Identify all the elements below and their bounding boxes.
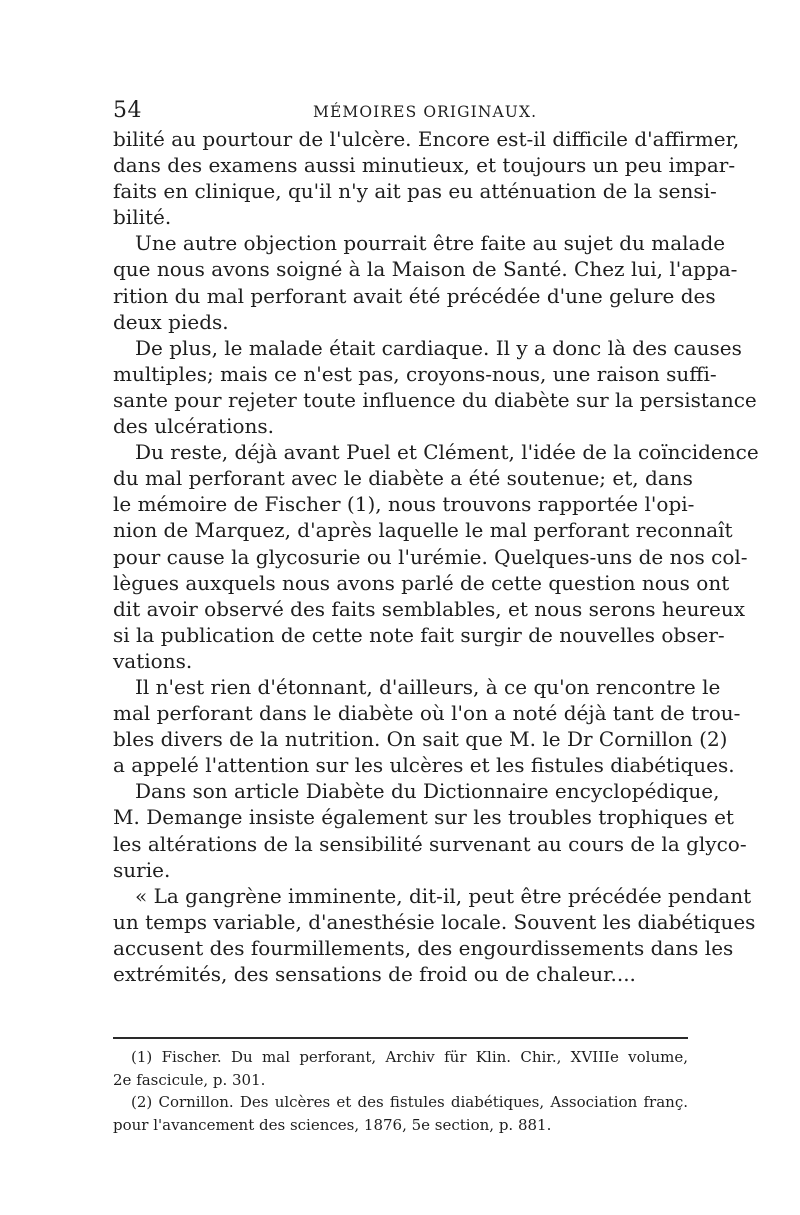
text-line: si la publication de cette note fait surgir de nouvelles obser-: [113, 622, 725, 647]
footnote-line: (1) Fischer. Du mal perforant, Archiv für Klin. Chir., XVIIIe volume,: [131, 1048, 688, 1066]
text-line: dit avoir observé des faits semblables, et nous serons heureux: [113, 596, 746, 621]
body-text: [113, 126, 759, 987]
footnote-divider: [113, 1037, 688, 1039]
text-line: a appelé l'attention sur les ulcères et les fistules diabétiques.: [113, 753, 735, 778]
text-line: pour cause la glycosurie ou l'urémie. Quelques-uns de nos col-: [113, 544, 748, 569]
text-line: sante pour rejeter toute influence du diabète sur la persistance: [113, 387, 757, 412]
text-line: multiples; mais ce n'est pas, croyons-nous, une raison suffi-: [113, 361, 717, 386]
text-line: les altérations de la sensibilité survenant au cours de la glyco-: [113, 831, 747, 856]
text-line: M. Demange insiste également sur les troubles trophiques et: [113, 805, 734, 830]
text-line: du mal perforant avec le diabète a été soutenue; et, dans: [113, 466, 693, 491]
text-line: extrémités, des sensations de froid ou de chaleur....: [113, 962, 636, 986]
text-line: bilité.: [113, 205, 172, 230]
text-line: bilité au pourtour de l'ulcère. Encore est-il difficile d'affirmer,: [113, 127, 740, 151]
text-line: Du reste, déjà avant Puel et Clément, l'idée de la coïncidence: [135, 440, 759, 465]
text-line: faits en clinique, qu'il n'y ait pas eu atténuation de la sensi-: [113, 179, 717, 204]
text-line: lègues auxquels nous avons parlé de cette question nous ont: [113, 570, 730, 595]
text-line: rition du mal perforant avait été précédée d'une gelure des: [113, 283, 716, 308]
text-line: mal perforant dans le diabète où l'on a noté déjà tant de trou-: [113, 701, 741, 726]
text-line: Il n'est rien d'étonnant, d'ailleurs, à ce qu'on rencontre le: [135, 674, 721, 699]
page-header: [113, 98, 687, 126]
text-line: dans des examens aussi minutieux, et toujours un peu impar-: [113, 153, 736, 178]
text-line: bles divers de la nutrition. On sait que M. le Dr Cornillon (2): [113, 727, 728, 752]
text-line: De plus, le malade était cardiaque. Il y a donc là des causes: [135, 335, 742, 360]
footnote-line: 2e fascicule, p. 301.: [113, 1070, 266, 1089]
running-title: MÉMOIRES ORIGINAUX.: [313, 103, 538, 121]
text-line: vations.: [113, 648, 193, 673]
text-line: surie.: [113, 857, 171, 882]
text-line: deux pieds.: [113, 309, 229, 334]
text-line: « La gangrène imminente, dit-il, peut être précédée pendant: [135, 883, 752, 908]
footnote-line: pour l'avancement des sciences, 1876, 5e section, p. 881.: [113, 1115, 552, 1134]
text-line: accusent des fourmillements, des engourdissements dans les: [113, 935, 734, 960]
text-line: que nous avons soigné à la Maison de Santé. Chez lui, l'appa-: [113, 257, 738, 282]
text-line: un temps variable, d'anesthésie locale. Souvent les diabétiques: [113, 909, 756, 934]
text-line: des ulcérations.: [113, 414, 275, 439]
footnote-line: (2) Cornillon. Des ulcères et des fistules diabétiques, Association franç.: [131, 1093, 688, 1111]
text-line: Une autre objection pourrait être faite au sujet du malade: [135, 231, 726, 256]
page-number: 54: [113, 98, 142, 123]
footnotes: [113, 1046, 688, 1136]
text-line: le mémoire de Fischer (1), nous trouvons rapportée l'opi-: [113, 492, 695, 517]
text-line: nion de Marquez, d'après laquelle le mal perforant reconnaît: [113, 518, 733, 543]
text-line: Dans son article Diabète du Dictionnaire encyclopédique,: [135, 779, 720, 804]
